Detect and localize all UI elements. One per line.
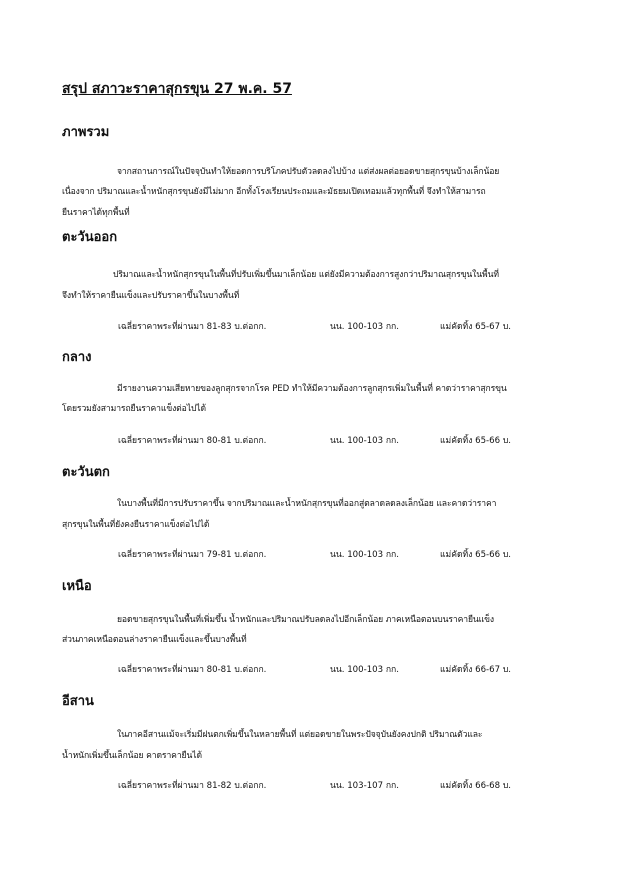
price-row-north [118,662,511,676]
section-heading-east: ตะวันออก [62,230,118,245]
price-row-northeast [118,778,511,792]
weight-range: นน. 100-103 กก. [330,665,399,675]
section-heading-northeast: อีสาน [62,694,94,709]
sow-price: แม่คัดทิ้ง 65-66 บ. [440,436,512,446]
section-east-line: จึงทำให้ราคายืนแข็งและปรับราคาขึ้นในบางพื้นที่ [62,291,240,301]
avg-price: เฉลี่ยราคาพระที่ผ่านมา 81-82 บ.ต่อกก. [118,781,267,791]
sow-price: แม่คัดทิ้ง 66-67 บ. [440,665,512,675]
avg-price: เฉลี่ยราคาพระที่ผ่านมา 79-81 บ.ต่อกก. [118,550,267,560]
section-central-line: มีรายงานความเสียหายของลูกสุกรจากโรค PED ทำให้มีความต้องการลูกสุกรเพิ่มในพื้นที่ คาดว่าราคาสุกรขุน [117,384,507,394]
section-west-line: ในบางพื้นที่มีการปรับราคาขึ้น จากปริมาณและน้ำหนักสุกรขุนที่ออกสู่ตลาดลดลงเล็กน้อย และคาดว่าราคา [117,499,497,509]
avg-price: เฉลี่ยราคาพระที่ผ่านมา 80-81 บ.ต่อกก. [118,665,267,675]
weight-range: นน. 100-103 กก. [330,436,399,446]
weight-range: นน. 100-103 กก. [330,550,399,560]
section-central-line: โดยรวมยังสามารถยืนราคาแข็งต่อไปได้ [62,404,207,414]
section-overview-line: เนื่องจาก ปริมาณและน้ำหนักสุกรขุนยังมีไม่มาก อีกทั้งโรงเรียนประถมและมัธยมเปิดเทอมแล้วทุกพื้นที่ จึงทำให้สามารถ [62,187,486,197]
sow-price: แม่คัดทิ้ง 66-68 บ. [440,781,512,791]
section-overview-line: จากสถานการณ์ในปัจจุบันทำให้ยอดการบริโภคปรับตัวลดลงไปบ้าง แต่ส่งผลต่อยอดขายสุกรขุนบ้างเล็กน้อย [117,167,500,177]
price-row-east [118,319,511,333]
sow-price: แม่คัดทิ้ง 65-67 บ. [440,322,512,332]
section-east-line: ปริมาณและน้ำหนักสุกรขุนในพื้นที่ปรับเพิ่มขึ้นมาเล็กน้อย แต่ยังมีความต้องการสูงกว่าปริมาณสุกรขุนในพื้นที่ [113,270,499,280]
section-heading-central: กลาง [62,350,92,365]
sow-price: แม่คัดทิ้ง 65-66 บ. [440,550,512,560]
section-northeast-line: ในภาคอีสานแม้จะเริ่มมีฝนตกเพิ่มขึ้นในหลายพื้นที่ แต่ยอดขายในพระปัจจุบันยังคงปกติ ปริมาณตัวและ [117,730,483,740]
section-northeast-line: น้ำหนักเพิ่มขึ้นเล็กน้อย คาดราคายืนได้ [62,751,202,761]
price-row-central [118,433,511,447]
section-heading-overview: ภาพรวม [62,125,110,140]
price-row-west [118,547,511,561]
section-heading-north: เหนือ [62,579,92,594]
avg-price: เฉลี่ยราคาพระที่ผ่านมา 80-81 บ.ต่อกก. [118,436,267,446]
section-heading-west: ตะวันตก [62,465,110,480]
section-west-line: สุกรขุนในพื้นที่ยังคงยืนราคาแข็งต่อไปได้ [62,520,210,530]
section-overview-line: ยืนราคาได้ทุกพื้นที่ [62,208,130,218]
section-north-line: ยอดขายสุกรขุนในพื้นที่เพิ่มขึ้น น้ำหนักและปริมาณปรับลดลงไปอีกเล็กน้อย ภาคเหนือตอนบนราคายืนแข็ง [117,615,494,625]
document-title: สรุป สภาวะราคาสุกรขุน 27 พ.ค. 57 [62,81,292,97]
weight-range: นน. 100-103 กก. [330,322,399,332]
avg-price: เฉลี่ยราคาพระที่ผ่านมา 81-83 บ.ต่อกก. [118,322,267,332]
weight-range: นน. 103-107 กก. [330,781,399,791]
section-north-line: ส่วนภาคเหนือตอนล่างราคายืนแข็งและขึ้นบางพื้นที่ [62,635,247,645]
